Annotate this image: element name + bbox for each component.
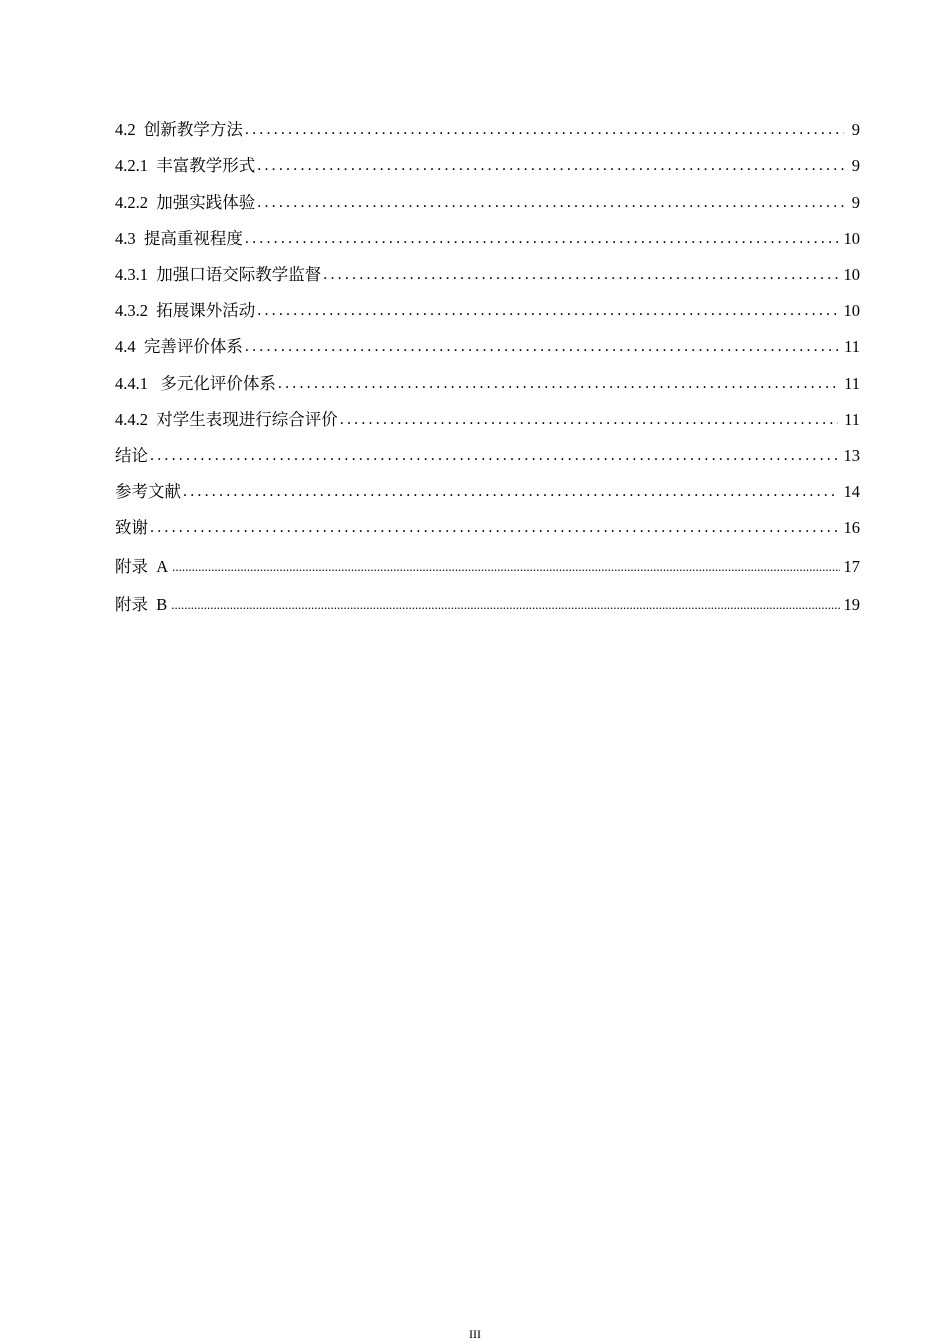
toc-entry-title: 4.3 提高重视程度	[115, 228, 243, 248]
toc-entry-page: 10	[843, 264, 860, 284]
toc-entry-page: 11	[844, 337, 860, 357]
toc-entry-page: 10	[843, 228, 860, 248]
toc-dot-leader	[255, 185, 844, 221]
toc-entry-title: 4.3.1 加强口语交际教学监督	[115, 264, 322, 284]
toc-entry[interactable]	[115, 148, 860, 184]
toc-entry[interactable]	[115, 293, 860, 329]
toc-entry-page: 9	[851, 120, 860, 140]
toc-entry-title: 4.2.2 加强实践体验	[115, 192, 256, 212]
toc-entry-title: 4.3.2 拓展课外活动	[115, 301, 256, 321]
toc-entry-title: 致谢	[115, 518, 148, 538]
toc-dot-leader	[168, 549, 839, 585]
toc-dot-leader	[276, 366, 838, 402]
toc-entry-page: 19	[843, 595, 860, 615]
toc-dot-leader	[148, 438, 838, 474]
page-number: III	[469, 1327, 481, 1341]
toc-entry[interactable]	[115, 438, 860, 474]
toc-entry-page: 14	[843, 482, 860, 502]
toc-entry-page: 16	[843, 518, 860, 538]
toc-entry[interactable]	[115, 585, 860, 624]
toc-entry[interactable]	[115, 329, 860, 365]
toc-entry[interactable]	[115, 221, 860, 257]
toc-entry-title: 结论	[115, 445, 148, 465]
toc-entry[interactable]	[115, 546, 860, 585]
toc-entry[interactable]	[115, 112, 860, 148]
toc-entry-page: 9	[851, 192, 860, 212]
toc-entry-page: 11	[844, 373, 860, 393]
toc-entry-title: 4.4 完善评价体系	[115, 337, 243, 357]
toc-entry-title: 参考文献	[115, 482, 181, 502]
toc-entry-page: 9	[851, 156, 860, 176]
toc-entry[interactable]	[115, 184, 860, 220]
toc-entry[interactable]	[115, 474, 860, 510]
toc-dot-leader	[167, 587, 839, 623]
toc-entry-page: 17	[843, 556, 860, 576]
toc-dot-leader	[243, 221, 838, 257]
toc-entry-title: 附录 A	[115, 556, 169, 576]
toc-entry[interactable]	[115, 365, 860, 401]
toc-entry[interactable]	[115, 257, 860, 293]
toc-entry-title: 4.4.1 多元化评价体系	[115, 373, 276, 393]
toc-entry[interactable]	[115, 510, 860, 546]
toc-entry-page: 11	[844, 409, 860, 429]
table-of-contents	[115, 112, 860, 623]
toc-dot-leader	[181, 474, 838, 510]
toc-dot-leader	[148, 510, 838, 546]
toc-dot-leader	[255, 293, 837, 329]
toc-entry-title: 4.2 创新教学方法	[115, 120, 243, 140]
toc-dot-leader	[321, 257, 837, 293]
toc-entry-page: 13	[843, 445, 860, 465]
toc-entry[interactable]	[115, 402, 860, 438]
toc-dot-leader	[243, 112, 844, 148]
toc-entry-title: 4.2.1 丰富教学形式	[115, 156, 256, 176]
toc-entry-title: 4.4.2 对学生表现进行综合评价	[115, 409, 338, 429]
toc-entry-title: 附录 B	[115, 595, 168, 615]
toc-dot-leader	[338, 402, 838, 438]
toc-dot-leader	[243, 329, 838, 365]
toc-dot-leader	[255, 148, 844, 184]
toc-entry-page: 10	[843, 301, 860, 321]
